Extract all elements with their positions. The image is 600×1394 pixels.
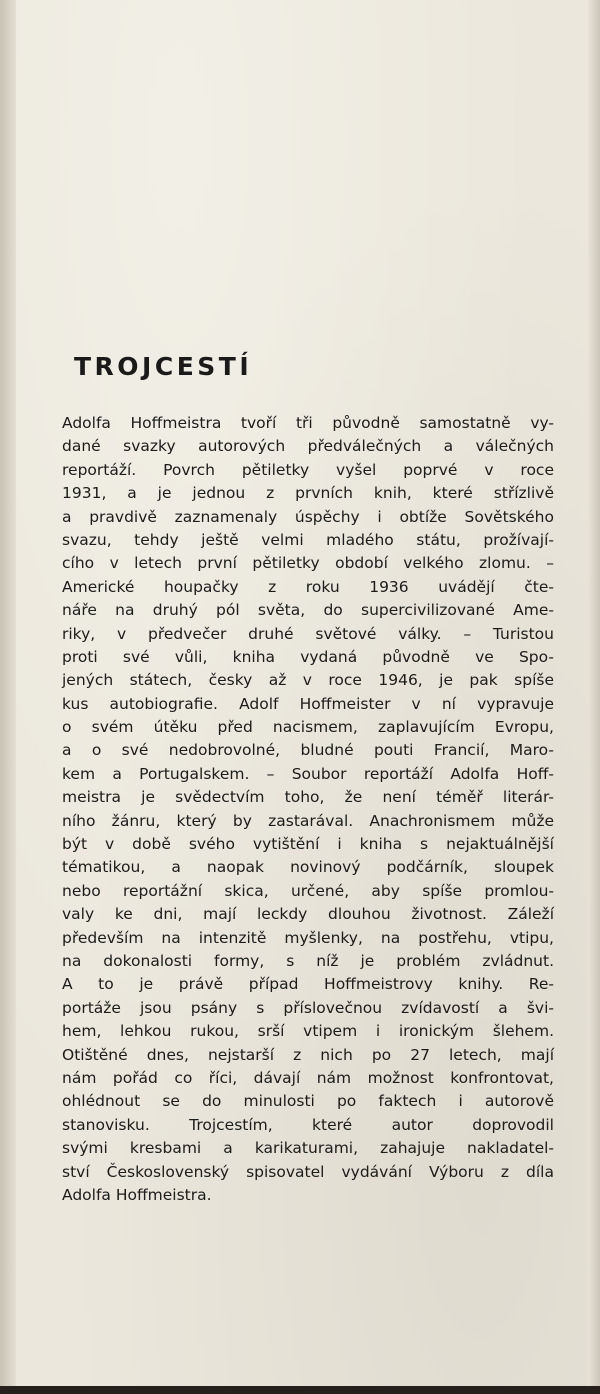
blurb-line: svazu, tehdy ještě velmi mladého státu, prožívají- <box>62 530 554 549</box>
blurb-line: kus autobiografie. Adolf Hoffmeister v ní vypravuje <box>62 694 554 713</box>
blurb-line: nebo reportážní skica, určené, aby spíše promlou- <box>62 881 554 900</box>
blurb-line: tématikou, a naopak novinový podčárník, sloupek <box>62 858 554 877</box>
blurb-line: portáže jsou psány s příslovečnou zvídavostí a švi- <box>62 998 554 1017</box>
blurb-line: a o své nedobrovolné, bludné pouti Francií, Maro- <box>62 741 554 760</box>
flap-left-edge <box>0 0 16 1386</box>
blurb-line: kem a Portugalskem. – Soubor reportáží Adolfa Hoff- <box>62 764 554 783</box>
blurb-line: meistra je svědectvím toho, že není téměř literár- <box>62 788 554 807</box>
blurb-line: stanovisku. Trojcestím, které autor doprovodil <box>62 1115 554 1134</box>
blurb-line: ního žánru, který by zastarával. Anachronismem může <box>62 811 554 830</box>
blurb-line: svými kresbami a karikaturami, zahajuje nakladatel- <box>62 1139 554 1158</box>
blurb-line: na dokonalosti formy, s níž je problém zvládnut. <box>62 951 554 970</box>
blurb-line: Adolfa Hoffmeistra tvoří tři původně samostatně vy- <box>62 414 554 432</box>
blurb-line: hem, lehkou rukou, srší vtipem i ironickým šlehem. <box>62 1022 554 1041</box>
blurb-line: o svém útěku před nacismem, zaplavujícím Evropu, <box>62 718 554 737</box>
blurb-line: valy ke dni, mají leckdy dlouhou životnost. Záleží <box>62 905 554 924</box>
blurb-line: ohlédnout se do minulosti po faktech i autorově <box>62 1092 554 1111</box>
blurb-line: 1931, a je jednou z prvních knih, které střízlivě <box>62 484 554 503</box>
blurb-line: nám pořád co říci, dávají nám možnost konfrontovat, <box>62 1068 554 1087</box>
flap-right-edge <box>588 0 600 1386</box>
blurb-line: cího v letech první pětiletky období velkého zlomu. – <box>62 554 554 573</box>
blurb-line: Americké houpačky z roku 1936 uvádějí čte- <box>62 577 554 596</box>
book-title: TROJCESTÍ <box>74 352 253 381</box>
blurb-line: reportáží. Povrch pětiletky vyšel poprvé v roce <box>62 460 554 479</box>
blurb-line: A to je právě případ Hoffmeistrovy knihy. Re- <box>62 975 554 994</box>
blurb-line: dané svazky autorových předválečných a válečných <box>62 437 554 456</box>
blurb-line: ství Československý spisovatel vydávání Výboru z díla <box>62 1162 554 1181</box>
blurb-line: především na intenzitě myšlenky, na postřehu, vtipu, <box>62 928 554 947</box>
blurb-line: být v době svého vytištění i kniha s nejaktuálnější <box>62 835 554 854</box>
blurb-line: jených státech, česky až v roce 1946, je pak spíše <box>62 671 554 690</box>
blurb-line: Otištěné dnes, nejstarší z nich po 27 letech, mají <box>62 1045 554 1064</box>
blurb-line: náře na druhý pól světa, do supercivilizované Ame- <box>62 601 554 620</box>
blurb-text <box>62 412 554 1207</box>
blurb-line: riky, v předvečer druhé světové války. – Turistou <box>62 624 554 643</box>
blurb-line: Adolfa Hoffmeistra. <box>62 1185 212 1204</box>
blurb-line: a pravdivě zaznamenaly úspěchy i obtíže Sovětského <box>62 507 554 526</box>
blurb-line: proti své vůli, kniha vydaná původně ve Spo- <box>62 647 554 666</box>
bottom-shadow <box>0 1386 600 1394</box>
